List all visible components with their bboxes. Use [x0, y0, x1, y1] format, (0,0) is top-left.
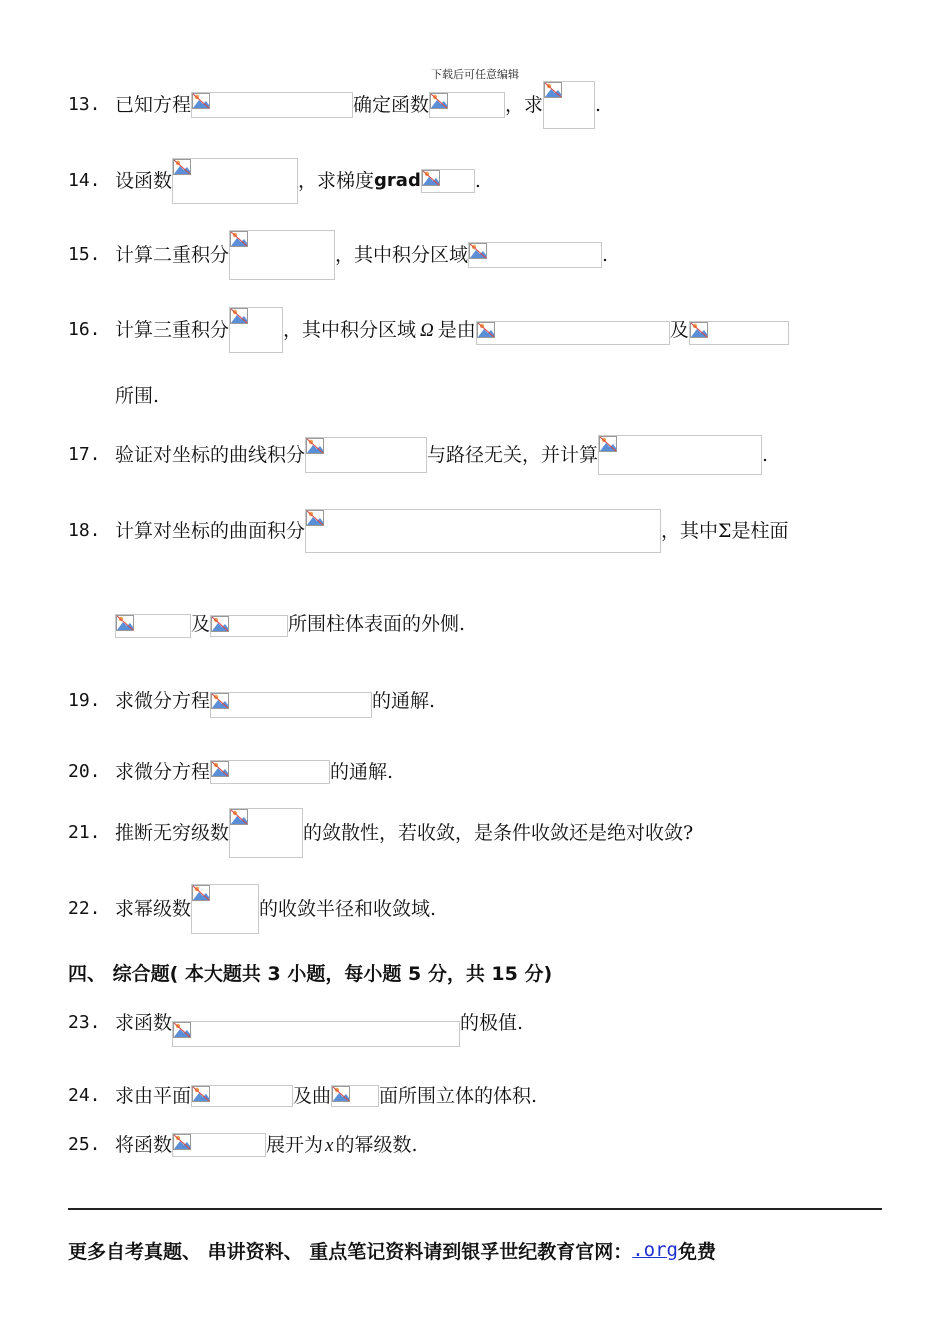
- question-number: 24.: [68, 1085, 101, 1106]
- formula-image: [305, 437, 427, 473]
- question-25: [68, 1120, 418, 1170]
- broken-image-icon: [211, 761, 229, 777]
- question-text: .: [602, 243, 609, 266]
- formula-image: [191, 884, 259, 934]
- question-number: 23.: [68, 1012, 101, 1033]
- broken-image-icon: [192, 1086, 210, 1102]
- question-number: 20.: [68, 761, 101, 782]
- question-text: ，其中积分区域: [283, 318, 417, 341]
- formula-image: [689, 321, 789, 345]
- question-24: [68, 1071, 537, 1121]
- question-number: 21.: [68, 822, 101, 843]
- question-text: ，求: [505, 93, 544, 116]
- footer: [68, 1232, 882, 1268]
- question-text: 的敛散性，若收敛，是条件收敛还是绝对收敛?: [303, 821, 694, 844]
- question-text: 及: [191, 612, 211, 635]
- question-text: 面所围立体的体积.: [379, 1084, 538, 1107]
- question-text: 求微分方程: [115, 760, 211, 783]
- formula-image: [210, 760, 330, 784]
- formula-image: [421, 169, 475, 193]
- question-text: 计算二重积分: [115, 243, 230, 266]
- question-text: 与路径无关，并计算: [427, 443, 599, 466]
- question-22: [68, 884, 436, 934]
- question-text: 的幂级数.: [335, 1133, 418, 1156]
- formula-image: [172, 158, 298, 204]
- question-text: ，求梯度: [298, 169, 375, 192]
- broken-image-icon: [422, 170, 440, 186]
- formula-image: [172, 1021, 460, 1047]
- question-19: [68, 676, 435, 726]
- question-16: [68, 305, 789, 355]
- broken-image-icon: [306, 438, 324, 454]
- question-21: [68, 808, 693, 858]
- header-note: 下载后可任意编辑: [431, 68, 519, 81]
- question-text: 求函数: [115, 1011, 173, 1034]
- broken-image-icon: [544, 82, 562, 98]
- question-text: 的通解.: [330, 760, 394, 783]
- question-number: 15.: [68, 244, 101, 265]
- question-text: 的收敛半径和收敛域.: [259, 897, 437, 920]
- formula-image: [598, 435, 762, 475]
- question-text: 是由: [437, 318, 476, 341]
- footer-tail: 免费: [678, 1240, 717, 1263]
- question-14: [68, 156, 481, 206]
- question-text: 计算对坐标的曲面积分: [115, 519, 306, 542]
- footer-divider: [68, 1208, 882, 1210]
- broken-image-icon: [192, 93, 210, 109]
- question-text: .: [595, 93, 602, 116]
- broken-image-icon: [477, 322, 495, 338]
- question-18: [68, 506, 788, 556]
- question-text: 求幂级数: [115, 897, 192, 920]
- question-text: .: [762, 443, 769, 466]
- question-number: 17.: [68, 444, 101, 465]
- question-16-continuation: 所围.: [115, 384, 160, 407]
- question-number: 19.: [68, 690, 101, 711]
- formula-image: [191, 1085, 293, 1107]
- question-13: [68, 80, 601, 130]
- formula-image: [429, 92, 505, 118]
- broken-image-icon: [173, 1134, 191, 1150]
- broken-image-icon: [332, 1086, 350, 1102]
- broken-image-icon: [306, 510, 324, 526]
- website-link[interactable]: .org: [632, 1239, 678, 1261]
- broken-image-icon: [173, 1022, 191, 1038]
- grad-label: grad: [374, 170, 421, 191]
- question-text: 求由平面: [115, 1084, 192, 1107]
- broken-image-icon: [173, 159, 191, 175]
- question-text: ，其中Σ是柱面: [661, 519, 789, 542]
- question-text: ，其中积分区域: [335, 243, 469, 266]
- question-text: 推断无穷级数: [115, 821, 230, 844]
- formula-image: [172, 1133, 266, 1157]
- broken-image-icon: [599, 436, 617, 452]
- formula-image: [191, 92, 353, 118]
- broken-image-icon: [211, 616, 229, 632]
- question-number: 18.: [68, 520, 101, 541]
- section-heading: 四、 综合题( 本大题共 3 小题，每小题 5 分，共 15 分): [68, 962, 553, 985]
- question-text: 验证对坐标的曲线积分: [115, 443, 306, 466]
- question-23: [68, 998, 523, 1048]
- question-number: 22.: [68, 898, 101, 919]
- question-20: [68, 747, 393, 797]
- question-number: 16.: [68, 319, 101, 340]
- broken-image-icon: [192, 885, 210, 901]
- formula-image: [210, 692, 372, 718]
- formula-image: [305, 509, 661, 553]
- broken-image-icon: [430, 93, 448, 109]
- question-text: 求微分方程: [115, 689, 211, 712]
- broken-image-icon: [211, 693, 229, 709]
- broken-image-icon: [230, 809, 248, 825]
- broken-image-icon: [116, 615, 134, 631]
- formula-image: [331, 1085, 379, 1107]
- question-15: [68, 230, 608, 280]
- footer-text: 更多自考真题、 串讲资料、 重点笔记资料请到银孚世纪教育官网：: [68, 1240, 633, 1263]
- formula-image: [468, 242, 602, 268]
- broken-image-icon: [230, 231, 248, 247]
- formula-image: [210, 615, 288, 637]
- broken-image-icon: [230, 308, 248, 324]
- question-text: 设函数: [115, 169, 173, 192]
- question-text: 展开为: [266, 1133, 324, 1156]
- question-number: 14.: [68, 170, 101, 191]
- question-number: 13.: [68, 94, 101, 115]
- question-text: 的通解.: [372, 689, 436, 712]
- question-text: 及曲: [293, 1084, 332, 1107]
- question-18-continuation: [115, 602, 465, 642]
- question-17: [68, 430, 768, 480]
- formula-image: [229, 307, 283, 353]
- question-text: .: [474, 169, 481, 192]
- question-number: 25.: [68, 1134, 101, 1155]
- broken-image-icon: [469, 243, 487, 259]
- formula-image: [476, 321, 670, 345]
- question-text: 的极值.: [460, 1011, 524, 1034]
- formula-image: [229, 808, 303, 858]
- question-text: 及: [669, 318, 689, 341]
- formula-image: [543, 81, 595, 129]
- variable-x: x: [325, 1134, 334, 1156]
- broken-image-icon: [690, 322, 708, 338]
- formula-image: [115, 614, 191, 638]
- question-text: 计算三重积分: [115, 318, 230, 341]
- question-text: 将函数: [115, 1133, 173, 1156]
- question-text: 确定函数: [353, 93, 430, 116]
- question-text: 已知方程: [115, 93, 192, 116]
- question-text: 所围柱体表面的外侧.: [288, 612, 466, 635]
- omega-symbol: Ω: [420, 319, 434, 341]
- formula-image: [229, 230, 335, 280]
